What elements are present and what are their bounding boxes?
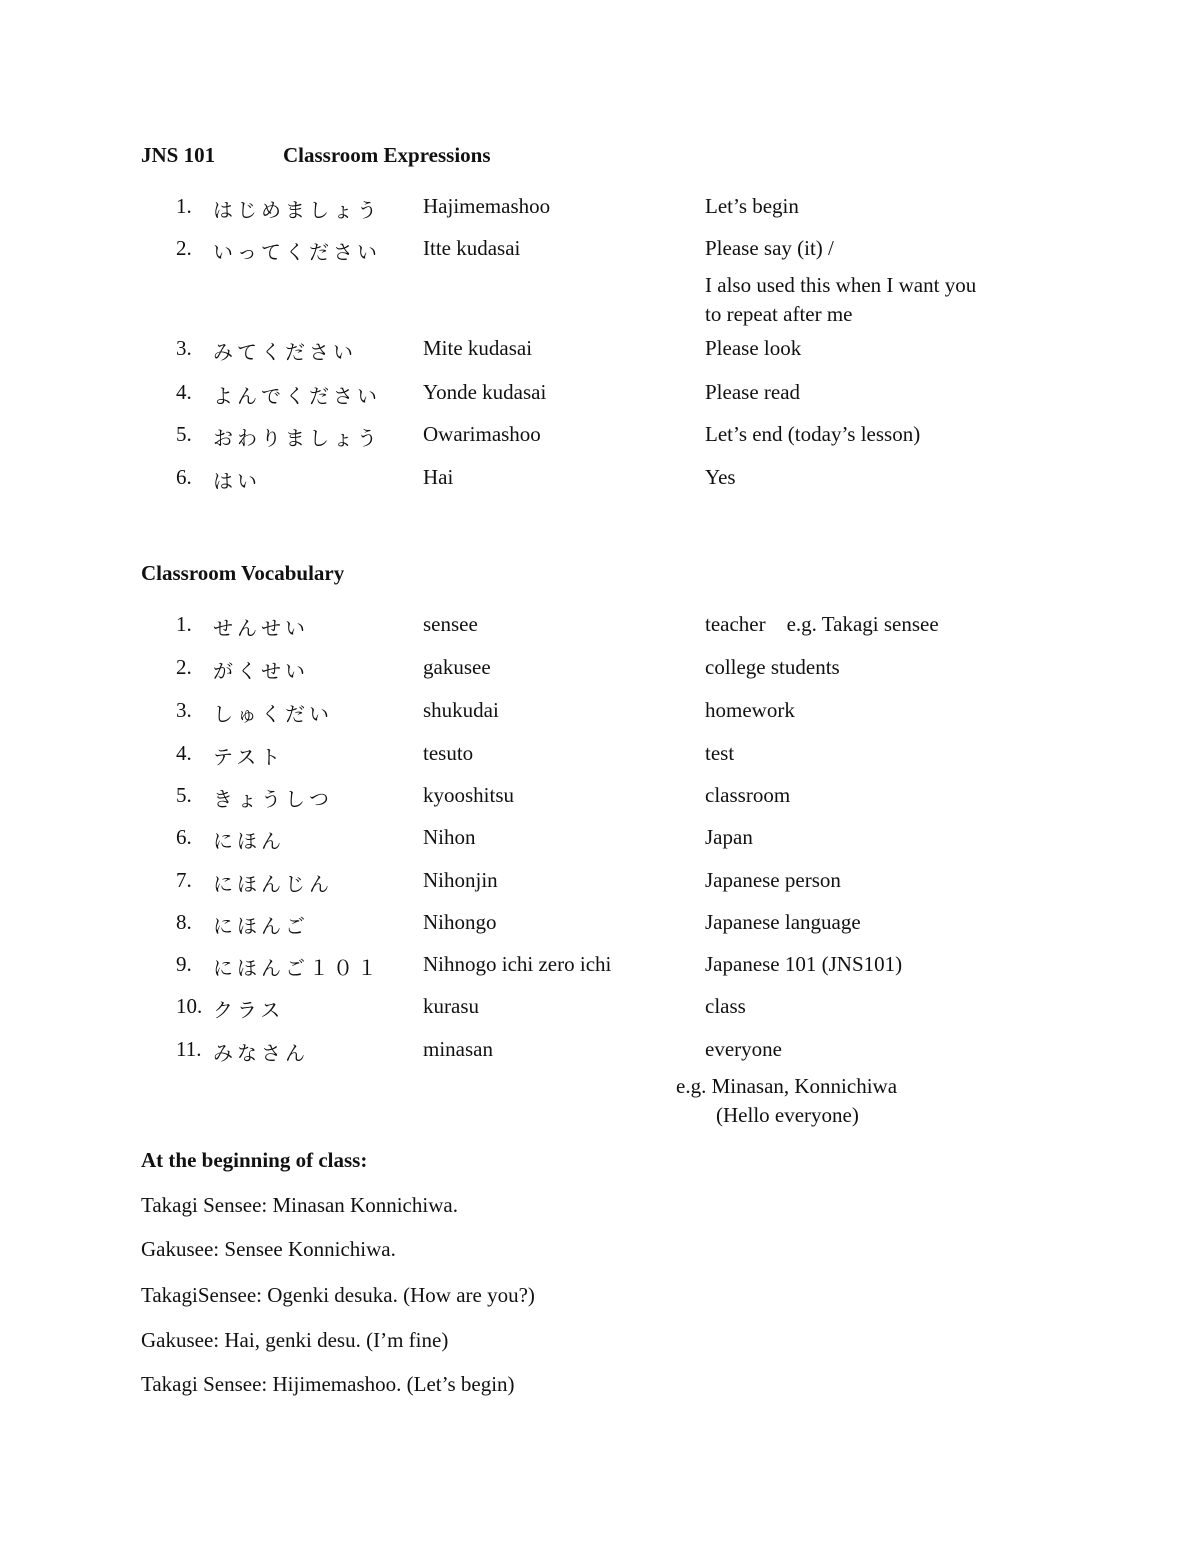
- item-number: 5.: [176, 783, 192, 807]
- item-number: 2.: [176, 236, 192, 260]
- romaji-text: kurasu: [423, 994, 479, 1018]
- romaji-text: Hajimemashoo: [423, 194, 551, 218]
- japanese-text: しゅくだい: [213, 702, 333, 726]
- japanese-text: はい: [213, 469, 261, 493]
- expression-row: [0, 380, 1200, 410]
- english-text: homework: [705, 698, 795, 722]
- japanese-text: クラス: [213, 998, 285, 1022]
- japanese-text: せんせい: [213, 616, 309, 640]
- expression-row: [0, 422, 1200, 452]
- english-text: Japan: [705, 825, 753, 849]
- romaji-text: Nihongo: [423, 910, 497, 934]
- romaji-text: Hai: [423, 465, 454, 489]
- japanese-text: テスト: [213, 745, 285, 769]
- item-number: 10.: [176, 994, 203, 1018]
- vocab-note-line: e.g. Minasan, Konnichiwa: [676, 1074, 898, 1098]
- item-number: 1.: [176, 612, 192, 636]
- english-text: Yes: [705, 465, 736, 489]
- english-text: Japanese person: [705, 868, 841, 892]
- vocab-row: [0, 741, 1200, 771]
- romaji-text: sensee: [423, 612, 478, 636]
- english-text: Please look: [705, 336, 802, 360]
- item-number: 1.: [176, 194, 192, 218]
- japanese-text: みてください: [213, 340, 357, 364]
- japanese-text: いってください: [213, 240, 381, 264]
- item-number: 9.: [176, 952, 192, 976]
- vocab-row: [0, 994, 1200, 1024]
- english-text: classroom: [705, 783, 791, 807]
- japanese-text: みなさん: [213, 1041, 309, 1065]
- english-text: class: [705, 994, 746, 1018]
- english-text: Japanese 101 (JNS101): [705, 952, 903, 976]
- dialog-line: Gakusee: Hai, genki desu. (I’m fine): [141, 1328, 449, 1352]
- vocab-row: [0, 655, 1200, 685]
- romaji-text: Nihonjin: [423, 868, 498, 892]
- romaji-text: gakusee: [423, 655, 491, 679]
- japanese-text: にほんご１０１: [213, 956, 381, 980]
- item-number: 6.: [176, 465, 192, 489]
- english-text: Please read: [705, 380, 801, 404]
- romaji-text: Itte kudasai: [423, 236, 521, 260]
- japanese-text: きょうしつ: [213, 787, 333, 811]
- romaji-text: minasan: [423, 1037, 493, 1061]
- vocab-row: [0, 1037, 1200, 1067]
- japanese-text: よんでください: [213, 384, 381, 408]
- dialog-line: Takagi Sensee: Minasan Konnichiwa.: [141, 1193, 458, 1217]
- expression-row: [0, 336, 1200, 366]
- romaji-text: shukudai: [423, 698, 499, 722]
- item-number: 4.: [176, 380, 192, 404]
- english-text: test: [705, 741, 735, 765]
- vocab-row: [0, 868, 1200, 898]
- vocab-row: [0, 910, 1200, 940]
- section-heading-dialog: At the beginning of class:: [141, 1148, 368, 1172]
- english-text: college students: [705, 655, 840, 679]
- expression-row: [0, 194, 1200, 224]
- romaji-text: Mite kudasai: [423, 336, 533, 360]
- expression-row: [0, 236, 1200, 266]
- item-number: 6.: [176, 825, 192, 849]
- japanese-text: はじめましょう: [213, 198, 381, 222]
- dialog-line: Gakusee: Sensee Konnichiwa.: [141, 1237, 396, 1261]
- vocab-note-line: (Hello everyone): [716, 1103, 859, 1127]
- item-number: 2.: [176, 655, 192, 679]
- vocab-row: [0, 698, 1200, 728]
- japanese-text: にほん: [213, 829, 285, 853]
- japanese-text: にほんじん: [213, 872, 333, 896]
- section-heading-vocabulary: Classroom Vocabulary: [141, 561, 345, 585]
- course-code: JNS 101: [141, 143, 216, 167]
- page-title: Classroom Expressions: [283, 143, 491, 167]
- item-number: 3.: [176, 336, 192, 360]
- english-text: everyone: [705, 1037, 782, 1061]
- english-text: Please say (it) /: [705, 236, 834, 260]
- item-number: 4.: [176, 741, 192, 765]
- vocab-row: [0, 952, 1200, 982]
- item-number: 7.: [176, 868, 192, 892]
- vocab-row: [0, 825, 1200, 855]
- romaji-text: Yonde kudasai: [423, 380, 547, 404]
- expression-note-line: to repeat after me: [705, 302, 853, 326]
- item-number: 11.: [176, 1037, 202, 1061]
- romaji-text: Owarimashoo: [423, 422, 541, 446]
- english-text: Let’s end (today’s lesson): [705, 422, 921, 446]
- item-number: 3.: [176, 698, 192, 722]
- english-text: teacher e.g. Takagi sensee: [705, 612, 939, 636]
- english-text: Japanese language: [705, 910, 861, 934]
- dialog-line: TakagiSensee: Ogenki desuka. (How are you?): [141, 1283, 535, 1307]
- vocab-row: [0, 783, 1200, 813]
- romaji-text: tesuto: [423, 741, 474, 765]
- item-number: 8.: [176, 910, 192, 934]
- japanese-text: がくせい: [213, 659, 309, 683]
- english-text: Let’s begin: [705, 194, 799, 218]
- expression-note-line: I also used this when I want you: [705, 273, 977, 297]
- expression-row: [0, 465, 1200, 495]
- japanese-text: にほんご: [213, 914, 309, 938]
- dialog-line: Takagi Sensee: Hijimemashoo. (Let’s begin): [141, 1372, 515, 1396]
- romaji-text: kyooshitsu: [423, 783, 515, 807]
- vocab-row: [0, 612, 1200, 642]
- romaji-text: Nihnogo ichi zero ichi: [423, 952, 612, 976]
- romaji-text: Nihon: [423, 825, 476, 849]
- item-number: 5.: [176, 422, 192, 446]
- japanese-text: おわりましょう: [213, 426, 381, 450]
